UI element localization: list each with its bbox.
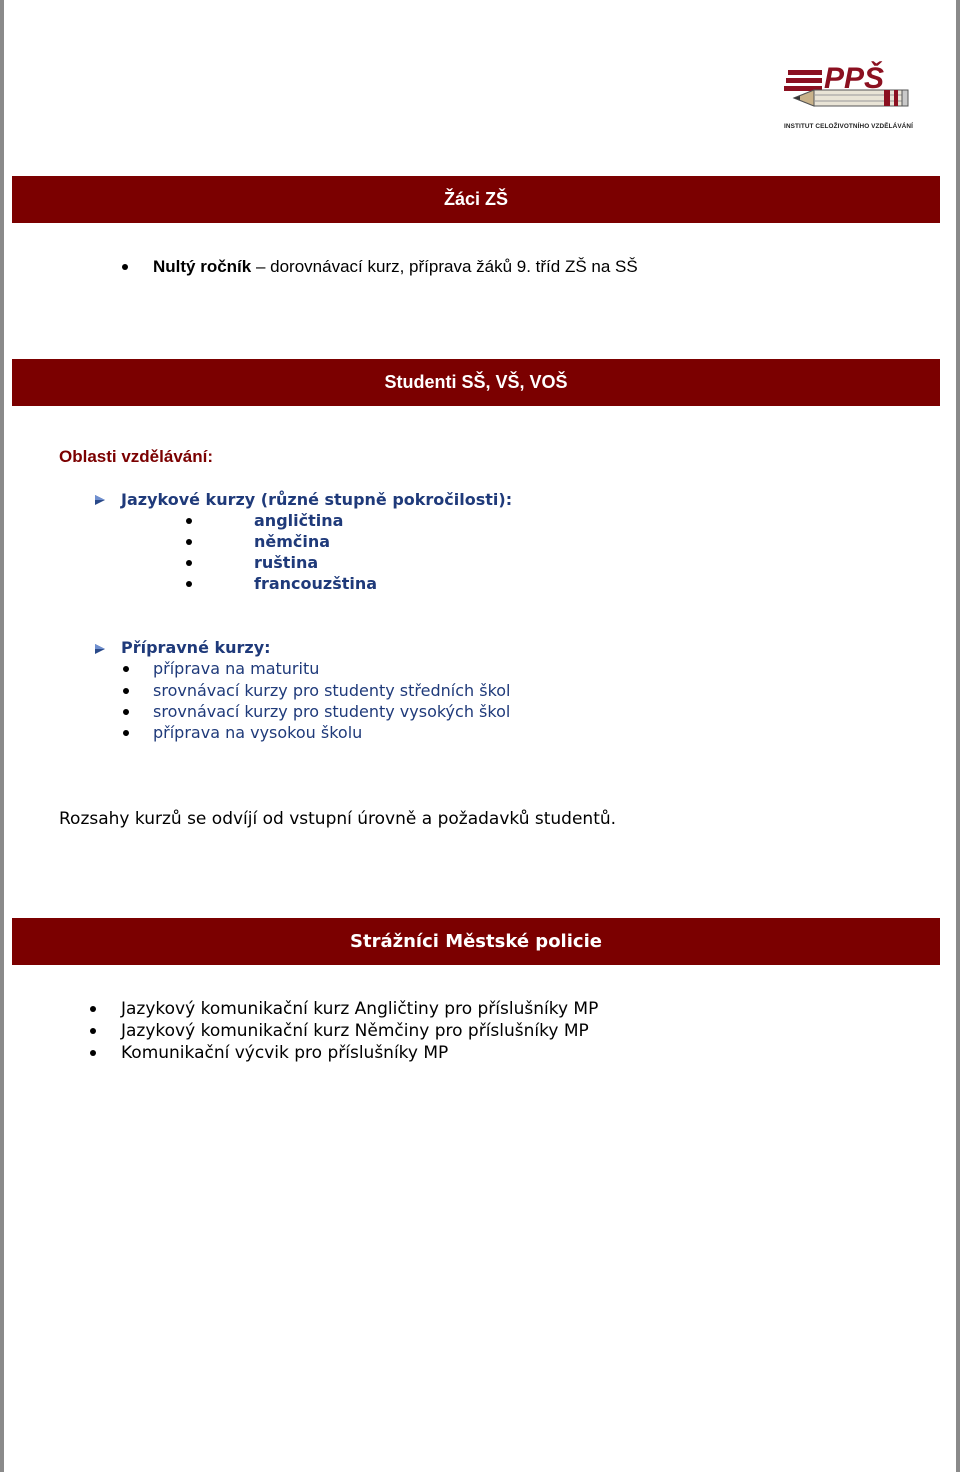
list-item: Jazykový komunikační kurz Němčiny pro příslušníky MP xyxy=(121,1021,589,1041)
list-item: příprava na vysokou školu xyxy=(153,723,363,742)
list-item: Komunikační výcvik pro příslušníky MP xyxy=(121,1043,449,1063)
list-item: ruština xyxy=(254,553,319,572)
bullet-icon xyxy=(186,581,192,587)
bullet-icon xyxy=(186,539,192,545)
bullet-icon xyxy=(90,1050,96,1056)
arrow-bullet-icon xyxy=(94,643,106,655)
list-item: srovnávací kurzy pro studenty středních škol xyxy=(153,681,511,700)
list-item: francouzština xyxy=(254,574,378,593)
bullet-icon xyxy=(122,264,128,270)
bullet-icon xyxy=(186,518,192,524)
bullet-icon xyxy=(123,688,129,694)
areas-heading: Oblasti vzdělávání: xyxy=(59,447,213,466)
pps-logo-graphic xyxy=(784,60,914,122)
logo-caption: INSTITUT CELOŽIVOTNÍHO VZDĚLÁVÁNÍ xyxy=(784,123,913,130)
banner-straznici xyxy=(12,918,940,965)
list-item xyxy=(153,256,638,278)
svg-text:PPŠ: PPŠ xyxy=(824,62,885,95)
arrow-bullet-icon xyxy=(94,494,106,506)
bullet-icon xyxy=(123,666,129,672)
banner-title: Studenti SŠ, VŠ, VOŠ xyxy=(384,372,568,392)
bullet-icon xyxy=(90,1028,96,1034)
list-item: Jazykový komunikační kurz Angličtiny pro příslušníky MP xyxy=(121,999,599,1019)
banner-title: Žáci ZŠ xyxy=(443,189,509,209)
bullet-icon xyxy=(123,730,129,736)
list-item: angličtina xyxy=(254,511,344,530)
bullet-icon xyxy=(90,1006,96,1012)
banner-title: Strážníci Městské policie xyxy=(350,931,602,952)
list-item: němčina xyxy=(254,532,331,551)
list-item: srovnávací kurzy pro studenty vysokých škol xyxy=(153,702,511,721)
pps-logo xyxy=(784,60,914,136)
item-bold: Nultý ročník xyxy=(153,257,252,276)
banner-zaci-zs xyxy=(12,176,940,223)
item-text: – dorovnávací kurz, příprava žáků 9. tříd ZŠ na SŠ xyxy=(251,257,638,276)
courses-note: Rozsahy kurzů se odvíjí od vstupní úrovně a požadavků studentů. xyxy=(59,809,617,829)
banner-studenti xyxy=(12,359,940,406)
bullet-icon xyxy=(186,560,192,566)
group-title: Jazykové kurzy (různé stupně pokročilosti): xyxy=(121,490,513,509)
group-title: Přípravné kurzy: xyxy=(121,638,271,657)
bullet-icon xyxy=(123,709,129,715)
list-item: příprava na maturitu xyxy=(153,659,320,678)
